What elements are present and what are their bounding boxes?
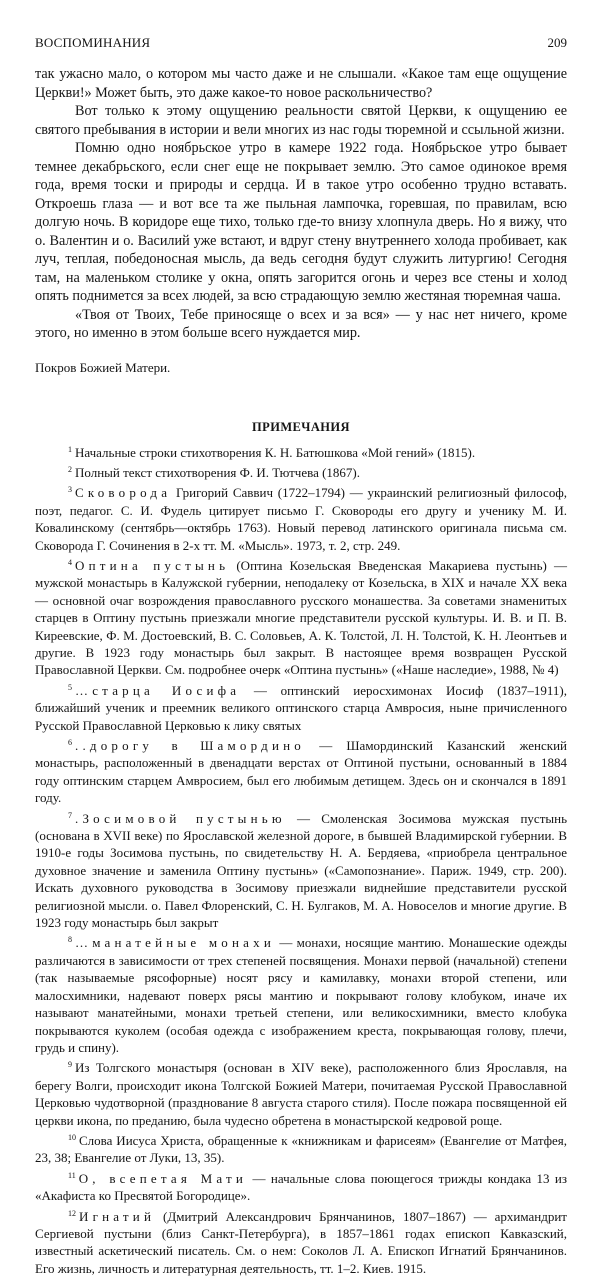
signature: Покров Божией Матери. xyxy=(35,360,567,376)
note-item xyxy=(35,807,567,932)
note-number: 10 xyxy=(68,1133,76,1142)
note-item xyxy=(35,1129,567,1167)
note-text: Из Толгского монастыря (основан в XIV веке), расположенного близ Ярославля, на берегу Волги, происходит икона Толгской Божией Матери, почитаемая Русской Православной Церковью чудотворной (празднование 8 августа старого стиля). После пожара посвященной ей церкви икона, по преданию, была чудесно обретена в монастырской кедровой роще. xyxy=(35,1060,567,1127)
note-item xyxy=(35,441,567,461)
note-text: — Смоленская Зосимова мужская пустынь (основана в XVII веке) по Ярославской железной дороге, в бывшей Владимирской губернии. В 1910-е годы Зосимова пустынь, по свидетельству Н. А. Бердяева, «приобрела центральное духовное значение и заменила Оптину пустынь» («Самопознание». Париж. 1949, стр. 200). Искать духовного руководства в Зосимову приезжали виднейшие представители русской религиозной мысли. о. Павел Флоренский, С. Н. Булгаков, М. А. Новоселов и многие другие. В 1923 году монастырь был закрыт xyxy=(35,811,567,930)
note-number: 7 xyxy=(68,811,72,820)
note-text: — начальные слова поющегося трижды кондака 13 из «Акафиста ко Пресвятой Богородице». xyxy=(35,1171,567,1203)
notes-heading: ПРИМЕЧАНИЯ xyxy=(35,420,567,435)
note-text: (Дмитрий Александрович Брянчанинов, 1807–1867) — архимандрит Сергиевой пустыни (близ Санкт-Петербурга), в 1857–1861 годах епископ Кавказский, известный аскетический писатель. См. о нем: Соколов Л. А. Епископ Игнатий Брянчанинов. Его жизнь, личность и литературная деятельность, тт. 1–2. Киев. 1915. xyxy=(35,1209,567,1276)
note-number: 12 xyxy=(68,1209,76,1218)
note-text: Начальные строки стихотворения К. Н. Батюшкова «Мой гений» (1815). xyxy=(75,445,475,460)
note-number: 5 xyxy=(68,683,72,692)
note-term: О, всепетая Мати xyxy=(79,1171,247,1186)
note-text: Григорий Саввич (1722–1794) — украинский религиозный философ, поэт, педагог. С. И. Фудель цитирует письмо Г. Сковороды его другу и ученику М. И. Ковалинскому (сентябрь—октябрь 1763). Новый перевод латинского оригинала письма см. Сковорода Г. Сочинения в 2-х тт. М. «Мысль». 1973, т. 2, стр. 249. xyxy=(35,485,567,552)
paragraph: так ужасно мало, о котором мы часто даже и не слышали. «Какое там еще ощущение Церкви!» Может быть, это даже какое-то новое раскольничество? xyxy=(35,65,567,102)
note-text: (Оптина Козельская Введенская Макариева пустынь) — мужской монастырь в Калужской губернии, неподалеку от Козельска, в XIX и начале XX века — основной очаг возрождения православного русского монашества. За советами знаменитых старцев в Оптину пустынь приезжали многие представители русской культуры. И. В. и П. В. Киреевские, Ф. М. Достоевский, В. С. Соловьев, А. К. Толстой, Л. Н. Толстой, К. Н. Леонтьев и другие. В 1923 году монастырь был закрыт. В настоящее время возвращен Русской Православной Церкви. См. подробнее очерк «Оптина пустынь» («Наше наследие», 1988, № 4) xyxy=(35,558,567,677)
notes-list xyxy=(35,441,567,1277)
note-number: 1 xyxy=(68,445,72,454)
note-number: 9 xyxy=(68,1060,72,1069)
note-text: Слова Иисуса Христа, обращенные к «книжникам и фарисеям» (Евангелие от Матфея, 23, 38; Евангелие от Луки, 13, 35). xyxy=(35,1133,567,1165)
note-item xyxy=(35,554,567,679)
note-number: 4 xyxy=(68,558,72,567)
note-number: 8 xyxy=(68,935,72,944)
note-number: 3 xyxy=(68,485,72,494)
note-item xyxy=(35,1167,567,1205)
note-term: Сковорода xyxy=(75,485,171,500)
main-text xyxy=(35,65,567,343)
note-term: .Зосимовой пустынью xyxy=(75,811,286,826)
note-text: — монахи, носящие мантию. Монашеские одежды различаются в зависимости от трех степеней посвящения. Монахи первой (начальной) степени (так называемые рясофорные) носят рясу и камилавку, монахи второй степени, или малосхимники, надевают поверх рясы мантию и покрывают голову клобуком, иначе их называют манатейными, монахи третьей степени, или великосхимники, вместо клобука покрываются куколем (особая одежда с изображением креста, покрывающая голову, плечи, грудь и спину). xyxy=(35,935,567,1054)
note-term: Оптина пустынь xyxy=(75,558,229,573)
note-item xyxy=(35,1056,567,1129)
page-number: 209 xyxy=(548,35,568,51)
note-number: 6 xyxy=(68,738,72,747)
note-number: 11 xyxy=(68,1171,76,1180)
running-title: ВОСПОМИНАНИЯ xyxy=(35,35,150,51)
note-term: ..дорогу в Шамордино xyxy=(75,738,305,753)
note-item xyxy=(35,461,567,481)
note-item xyxy=(35,481,567,554)
note-term: Игнатий xyxy=(79,1209,155,1224)
note-item xyxy=(35,679,567,734)
note-text: — оптинский иеросхимонах Иосиф (1837–1911), ближайший ученик и преемник великого оптинского старца Амвросия, ныне причисленного Русской Православной Церковью к лику святых xyxy=(35,683,567,733)
note-text: — Шамординский Казанский женский монастырь, расположенный в двенадцати верстах от Оптиной пустыни, основанный в 1884 году оптинским старцем Амвросием, был его любимым детищем. Здесь он и скончался в 1891 году. xyxy=(35,738,567,805)
paragraph: Помню одно ноябрьское утро в камере 1922 года. Ноябрьское утро бывает темнее декабрьского, если снег еще не покрывает землю. Это самое одинокое время года, время тоски и природы и сердца. И в такое утро особенно трудно вставать. Откроешь глаза — и вот все та же пыльная лампочка, горевшая, по правилам, всю долгую ночь. В коридоре еще тихо, только где-то внизу хлопнула дверь. Но я вижу, что о. Валентин и о. Василий уже встают, и вдруг стену внутреннего холода пробивает, как луч, теплая, победоносная мысль, да ведь сегодня будут служить литургию! Сегодня там, на маленьком столике у окна, опять загорится огонь и через все стены и холод опять поднимется за всех людей, за всю страдающую землю жестяная тюремная чаша. xyxy=(35,139,567,306)
running-head xyxy=(35,35,567,53)
note-number: 2 xyxy=(68,465,72,474)
note-item xyxy=(35,1205,567,1277)
note-text: Полный текст стихотворения Ф. И. Тютчева (1867). xyxy=(75,465,360,480)
note-item xyxy=(35,931,567,1056)
book-page xyxy=(35,35,567,1277)
note-term: …старца Иосифа xyxy=(75,683,240,698)
paragraph: «Твоя от Твоих, Тебе приносяще о всех и за вся» — у нас нет ничего, кроме этого, но именно в этом больше всего нуждается мир. xyxy=(35,306,567,343)
paragraph: Вот только к этому ощущению реальности святой Церкви, к ощущению ее святого пребывания в истории и вели многих из нас годы тюремной и ссыльной жизни. xyxy=(35,102,567,139)
note-term: …манатейные монахи xyxy=(75,935,275,950)
note-item xyxy=(35,734,567,807)
